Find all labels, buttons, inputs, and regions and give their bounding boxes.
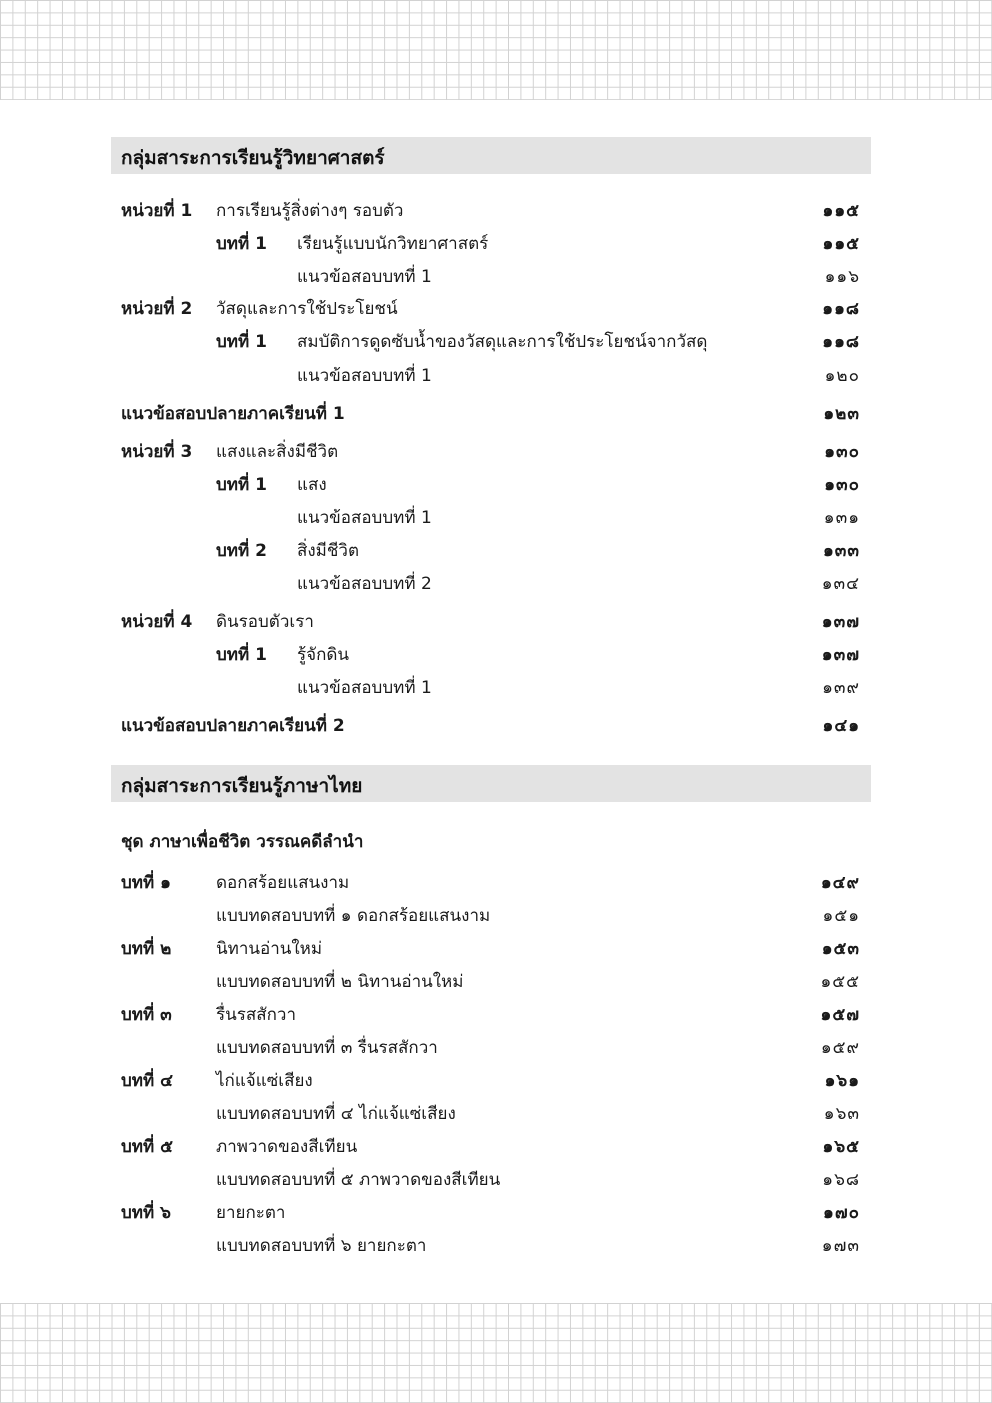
chapter-label: บทที่ ๓ xyxy=(121,1005,172,1025)
toc-entry-title: วัสดุและการใช้ประโยชน์ xyxy=(216,299,398,319)
unit-label: หน่วยที่ 4 xyxy=(121,612,193,632)
science-section-title: กลุ่มสาระการเรียนรู้วิทยาศาสตร์ xyxy=(121,147,385,169)
thai-section-title: กลุ่มสาระการเรียนรู้ภาษาไทย xyxy=(121,775,363,797)
toc-row xyxy=(0,506,992,536)
unit-label: หน่วยที่ 2 xyxy=(121,299,193,319)
chapter-label: บทที่ ๖ xyxy=(121,1203,171,1223)
toc-entry-title: เรียนรู้แบบนักวิทยาศาสตร์ xyxy=(297,234,489,254)
toc-entry-title: ภาพวาดของสีเทียน xyxy=(216,1137,358,1157)
toc-row xyxy=(0,199,992,229)
toc-row xyxy=(0,572,992,602)
chapter-label: บทที่ 1 xyxy=(216,332,267,352)
toc-row xyxy=(0,402,992,432)
toc-row xyxy=(0,1201,992,1231)
chapter-label: บทที่ ๒ xyxy=(121,939,172,959)
grid-pattern-top xyxy=(0,0,992,100)
toc-entry-title: แสง xyxy=(297,475,327,495)
toc-entry-title: การเรียนรู้สิ่งต่างๆ รอบตัว xyxy=(216,201,404,221)
toc-entry-title: รู้จักดิน xyxy=(297,645,350,665)
toc-entry-title: ดินรอบตัวเรา xyxy=(216,612,314,632)
toc-entry-title: แบบทดสอบบทที่ ๑ ดอกสร้อยแสนงาม xyxy=(216,906,491,926)
toc-row xyxy=(0,1135,992,1165)
chapter-label: บทที่ ๕ xyxy=(121,1137,173,1157)
page-number: ๑๖๘ xyxy=(822,1170,860,1190)
chapter-label: บทที่ 1 xyxy=(216,234,267,254)
toc-row xyxy=(0,1168,992,1198)
chapter-label: บทที่ ๑ xyxy=(121,873,171,893)
toc-row xyxy=(0,871,992,901)
toc-entry-title: รื่นรสสักวา xyxy=(216,1005,297,1025)
page-number: ๑๕๓ xyxy=(821,939,860,959)
page-number: ๑๓๐ xyxy=(824,442,860,462)
toc-entry-title: แนวข้อสอบบทที่ 1 xyxy=(297,366,432,386)
toc-row xyxy=(0,297,992,327)
page-number: ๑๖๕ xyxy=(822,1137,860,1157)
toc-entry-title: แบบทดสอบบทที่ ๒ นิทานอ่านใหม่ xyxy=(216,972,464,992)
page-number: ๑๓๑ xyxy=(823,508,860,528)
chapter-label: บทที่ 2 xyxy=(216,541,267,561)
page-number: ๑๒๓ xyxy=(823,404,860,424)
page-number: ๑๕๕ xyxy=(820,972,860,992)
page-number: ๑๑๕ xyxy=(822,234,860,254)
page-number: ๑๔๑ xyxy=(822,716,860,736)
toc-entry-title: สิ่งมีชีวิต xyxy=(297,541,360,561)
page-number: ๑๗๐ xyxy=(823,1203,860,1223)
toc-entry-title: แนวข้อสอบบทที่ 1 xyxy=(297,678,432,698)
page-number: ๑๕๗ xyxy=(820,1005,860,1025)
final-exam-label: แนวข้อสอบปลายภาคเรียนที่ 1 xyxy=(121,404,345,424)
toc-row xyxy=(0,1036,992,1066)
toc-row xyxy=(0,1069,992,1099)
toc-entry-title: แนวข้อสอบบทที่ 1 xyxy=(297,267,432,287)
toc-row xyxy=(0,330,992,360)
page-number: ๑๑๘ xyxy=(822,299,860,319)
toc-row xyxy=(0,440,992,470)
toc-row xyxy=(0,643,992,673)
final-exam-label: แนวข้อสอบปลายภาคเรียนที่ 2 xyxy=(121,716,345,736)
toc-row xyxy=(0,610,992,640)
grid-pattern-bottom xyxy=(0,1303,992,1403)
toc-entry-title: ยายกะตา xyxy=(216,1203,286,1223)
toc-row xyxy=(0,714,992,744)
page-number: ๑๓๙ xyxy=(822,678,860,698)
page-number: ๑๑๘ xyxy=(822,332,860,352)
page-number: ๑๓๐ xyxy=(824,475,860,495)
page-number: ๑๕๙ xyxy=(820,1038,860,1058)
chapter-label: บทที่ ๔ xyxy=(121,1071,173,1091)
toc-entry-title: แบบทดสอบบทที่ ๔ ไก่แจ้แซ่เสียง xyxy=(216,1104,456,1124)
chapter-label: บทที่ 1 xyxy=(216,475,267,495)
toc-row xyxy=(0,539,992,569)
toc-entry-title: แบบทดสอบบทที่ ๕ ภาพวาดของสีเทียน xyxy=(216,1170,501,1190)
toc-row xyxy=(0,676,992,706)
page-number: ๑๓๓ xyxy=(822,541,860,561)
page-number: ๑๑๖ xyxy=(824,267,860,287)
toc-row xyxy=(0,1003,992,1033)
page-number: ๑๓๗ xyxy=(821,645,860,665)
toc-row xyxy=(0,970,992,1000)
toc-entry-title: แบบทดสอบบทที่ ๓ รื่นรสสักวา xyxy=(216,1038,438,1058)
page-number: ๑๗๓ xyxy=(821,1236,860,1256)
toc-entry-title: ดอกสร้อยแสนงาม xyxy=(216,873,350,893)
page-number: ๑๕๑ xyxy=(822,906,860,926)
toc-row xyxy=(0,1102,992,1132)
page-number: ๑๓๔ xyxy=(821,574,860,594)
unit-label: หน่วยที่ 1 xyxy=(121,201,193,221)
toc-entry-title: แนวข้อสอบบทที่ 2 xyxy=(297,574,432,594)
thai-series-subtitle: ชุด ภาษาเพื่อชีวิต วรรณคดีลำนำ xyxy=(121,832,364,852)
toc-row xyxy=(0,364,992,394)
toc-row xyxy=(0,265,992,295)
toc-row xyxy=(0,904,992,934)
page-number: ๑๖๑ xyxy=(824,1071,860,1091)
page-number: ๑๖๓ xyxy=(823,1104,860,1124)
page-number: ๑๓๗ xyxy=(821,612,860,632)
toc-row xyxy=(0,473,992,503)
toc-entry-title: แบบทดสอบบทที่ ๖ ยายกะตา xyxy=(216,1236,427,1256)
toc-entry-title: แนวข้อสอบบทที่ 1 xyxy=(297,508,432,528)
toc-entry-title: แสงและสิ่งมีชีวิต xyxy=(216,442,339,462)
page-number: ๑๑๕ xyxy=(822,201,860,221)
toc-row xyxy=(0,1234,992,1264)
chapter-label: บทที่ 1 xyxy=(216,645,267,665)
page-number: ๑๔๙ xyxy=(820,873,860,893)
toc-row xyxy=(0,232,992,262)
toc-entry-title: นิทานอ่านใหม่ xyxy=(216,939,323,959)
thai-section-header xyxy=(111,765,871,802)
unit-label: หน่วยที่ 3 xyxy=(121,442,193,462)
page-number: ๑๒๐ xyxy=(824,366,860,386)
science-section-header xyxy=(111,137,871,174)
toc-row xyxy=(0,937,992,967)
toc-entry-title: สมบัติการดูดซับน้ำของวัสดุและการใช้ประโยชน์จากวัสดุ xyxy=(297,332,708,352)
toc-entry-title: ไก่แจ้แซ่เสียง xyxy=(216,1071,313,1091)
